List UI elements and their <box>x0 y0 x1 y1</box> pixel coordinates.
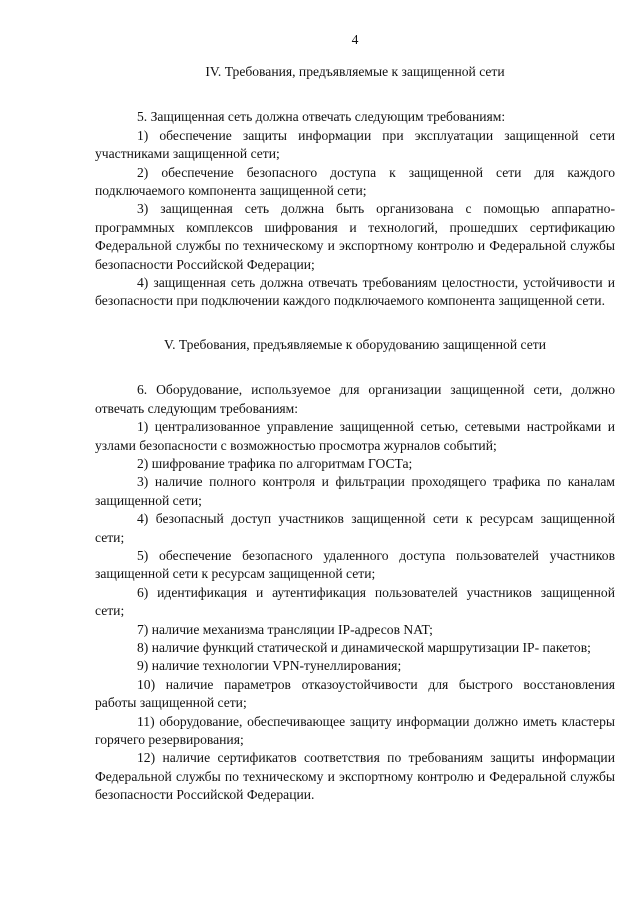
list-item: 8) наличие функций статической и динамической маршрутизации IP- пакетов; <box>137 639 591 655</box>
section-5-body <box>95 381 615 804</box>
list-item: 10) наличие параметров отказоустойчивости для быстрого восстановления работы защищенной сети; <box>95 676 615 711</box>
section-4-body <box>95 108 615 310</box>
paragraph-5: 5. Защищенная сеть должна отвечать следующим требованиям: <box>137 109 506 125</box>
section-4-title: IV. Требования, предъявляемые к защищенной сети <box>205 64 505 79</box>
list-item: 1) централизованное управление защищенной сетью, сетевыми настройками и узлами безопасности с возможностью просмотра журналов событий; <box>95 419 615 453</box>
document-page <box>95 0 615 805</box>
list-item: 7) наличие механизма трансляции IP-адресов NAT; <box>137 621 433 637</box>
list-item: 2) обеспечение безопасного доступа к защищенной сети для каждого подключаемого компонента защищенной сети; <box>95 164 615 199</box>
section-5-title: V. Требования, предъявляемые к оборудованию защищенной сети <box>164 336 546 352</box>
paragraph-6: 6. Оборудование, используемое для организации защищенной сети, должно отвечать следующим требованиям: <box>95 382 615 416</box>
list-item: 4) безопасный доступ участников защищенной сети к ресурсам защищенной сети; <box>95 511 615 545</box>
list-item: 3) наличие полного контроля и фильтрации проходящего трафика по каналам защищенной сети; <box>95 474 615 508</box>
page-number: 4 <box>351 32 359 47</box>
list-item: 9) наличие технологии VPN-тунеллирования; <box>137 658 402 674</box>
list-item: 4) защищенная сеть должна отвечать требованиям целостности, устойчивости и безопасности при подключении каждого подключаемого компонента защищенной сети. <box>95 275 615 309</box>
list-item: 2) шифрование трафика по алгоритмам ГОСТа; <box>137 455 413 471</box>
list-item: 5) обеспечение безопасного удаленного доступа пользователей участников защищенной сети к ресурсам защищенной сети; <box>95 547 615 582</box>
list-item: 11) оборудование, обеспечивающее защиту информации должно иметь кластеры горячего резервирования; <box>95 713 615 747</box>
list-item: 3) защищенная сеть должна быть организована с помощью аппаратно-программных комплексов шифрования и технологий, прошедших сертификацию Федеральной службы по техническому и экспортному контролю и Федеральной службы безопасности Российской Федерации; <box>95 201 615 272</box>
list-item: 6) идентификация и аутентификация пользователей участников защищенной сети; <box>95 584 615 619</box>
list-item: 12) наличие сертификатов соответствия по требованиям защиты информации Федеральной службы по техническому и экспортному контролю и Федеральной службы безопасности Российской Федерации. <box>95 750 615 803</box>
list-item: 1) обеспечение защиты информации при эксплуатации защищенной сети участниками защищенной сети; <box>95 127 615 162</box>
